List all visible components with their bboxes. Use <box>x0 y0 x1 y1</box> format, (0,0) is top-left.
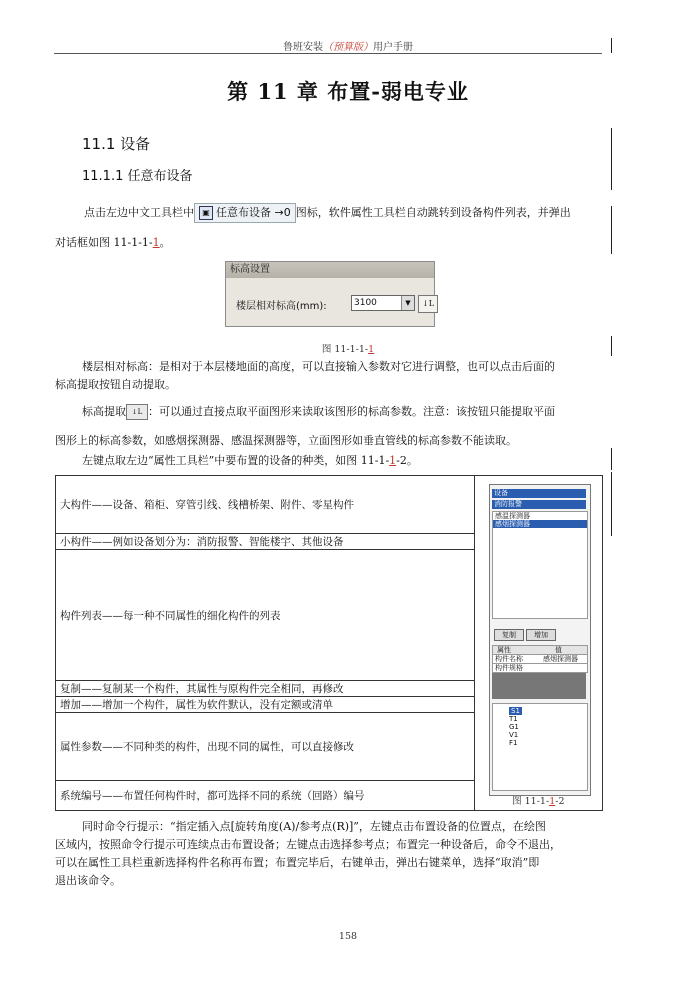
header-rule <box>54 53 602 54</box>
add-button[interactable]: 增加 <box>526 629 556 641</box>
elevation-pick-button[interactable]: ↓L <box>418 295 438 313</box>
elevation-combo[interactable]: 3100 ▼ <box>351 295 415 311</box>
change-bar <box>611 128 612 190</box>
change-bar <box>611 472 612 536</box>
change-bar <box>611 448 612 470</box>
minor-component-combo[interactable]: 消防报警 <box>492 500 586 509</box>
paragraph-2-line2: 标高提取按钮自动提取。 <box>55 378 176 391</box>
list-item[interactable]: 感烟探测器 <box>493 520 587 528</box>
running-header <box>0 38 696 53</box>
figure-caption-1: 图 11-1-1-1 <box>321 344 375 355</box>
paragraph-3-line1: 标高提取 ↓L ：可以通过直接点取平面图形来读取该图形的标高参数。注意：该按钮只能提取平面 <box>82 405 555 418</box>
paragraph-2-line1: 楼层相对标高：是相对于本层楼地面的高度，可以直接输入参数对它进行调整，也可以点击后面的 <box>82 360 555 373</box>
subsection-heading: 11.1.1 任意布设备 <box>82 169 193 184</box>
property-header: 属性 值 <box>492 645 588 655</box>
header-highlight: （预算版） <box>323 42 373 53</box>
paragraph-4: 左键点取左边“属性工具栏”中要布置的设备的种类，如图 11-1-1-2。 <box>82 454 418 467</box>
list-item[interactable]: 感温探测器 <box>495 512 530 520</box>
elevation-dialog <box>225 261 435 327</box>
table-cell: 小构件——例如设备划分为：消防报警、智能楼宇、其他设备 <box>56 534 475 550</box>
table-cell: 构件列表——每一种不同属性的细化构件的列表 <box>56 550 475 681</box>
system-number-tree <box>492 703 588 791</box>
tree-item[interactable]: G1 <box>509 723 519 731</box>
header-suffix: 用户手册 <box>373 42 413 53</box>
figure-caption-2: 图 11-1-1-2 <box>512 796 565 807</box>
table-cell: 复制——复制某一个构件，其属性与原构件完全相同，再修改 <box>56 681 475 697</box>
page-number: 158 <box>338 931 358 942</box>
property-empty-area <box>492 673 586 699</box>
device-tool-icon: ▣ <box>199 206 213 220</box>
major-component-combo[interactable]: 设备 <box>492 489 586 498</box>
change-bar <box>611 336 612 356</box>
paragraph-1: 点击左边中文工具栏中 ▣ 任意布设备 →0 图标，软件属性工具栏自动跳转到设备构件列表，并弹出 <box>84 203 604 223</box>
property-row[interactable]: 构件名称 感烟探测器 <box>492 654 588 664</box>
section-heading: 11.1 设备 <box>82 135 151 153</box>
chapter-title: 第 11 章 布置-弱电专业 <box>227 79 469 104</box>
change-bar <box>611 206 612 254</box>
tree-item[interactable]: T1 <box>509 715 518 723</box>
dialog-title: 标高设置 <box>226 262 434 278</box>
elevation-extract-icon: ↓L <box>126 404 148 420</box>
table-cell: 大构件——设备、箱柜、穿管引线、线槽桥架、附件、零星构件 <box>56 476 475 534</box>
paragraph-5-line2: 区域内，按照命令行提示可连续点击布置设备；左键点击选择参考点；布置完一种设备后，命令不退出， <box>55 838 561 851</box>
property-toolbar-panel <box>489 484 591 796</box>
paragraph-3-line2: 图形上的标高参数，如感烟探测器、感温探测器等，立面图形如垂直管线的标高参数不能读取。 <box>55 434 517 447</box>
tree-item[interactable]: V1 <box>509 731 519 739</box>
tree-item[interactable]: S1 <box>511 707 520 715</box>
paragraph-5-line4: 退出该命令。 <box>55 874 121 887</box>
paragraph-5-line3: 可以在属性工具栏重新选择构件名称再布置；布置完毕后，右键单击，弹出右键菜单，选择“取消”即 <box>55 856 540 869</box>
tree-item[interactable]: F1 <box>509 739 518 747</box>
paragraph-1-line2: 对话框如图 11-1-1-1。 <box>55 236 171 249</box>
component-list <box>492 511 588 619</box>
header-prefix: 鲁班安装 <box>283 42 323 53</box>
change-bar <box>611 38 612 53</box>
table-cell: 属性参数——不同种类的构件，出现不同的属性，可以直接修改 <box>56 713 475 781</box>
property-row[interactable]: 构件规格 <box>492 663 588 673</box>
elevation-label: 楼层相对标高(mm): <box>236 301 327 312</box>
table-cell: 系统编号——布置任何构件时，都可选择不同的系统（回路）编号 <box>56 781 475 811</box>
dropdown-arrow-icon[interactable]: ▼ <box>401 296 414 310</box>
paragraph-5-line1: 同时命令行提示：“指定插入点[旋转角度(A)/参考点(R)]”，左键点击布置设备的位置点，在绘图 <box>82 820 546 833</box>
table-cell: 增加——增加一个构件，属性为软件默认，没有定额或清单 <box>56 697 475 713</box>
copy-button[interactable]: 复制 <box>494 629 524 641</box>
arbitrary-device-tool-button: ▣ 任意布设备 →0 <box>194 203 296 223</box>
